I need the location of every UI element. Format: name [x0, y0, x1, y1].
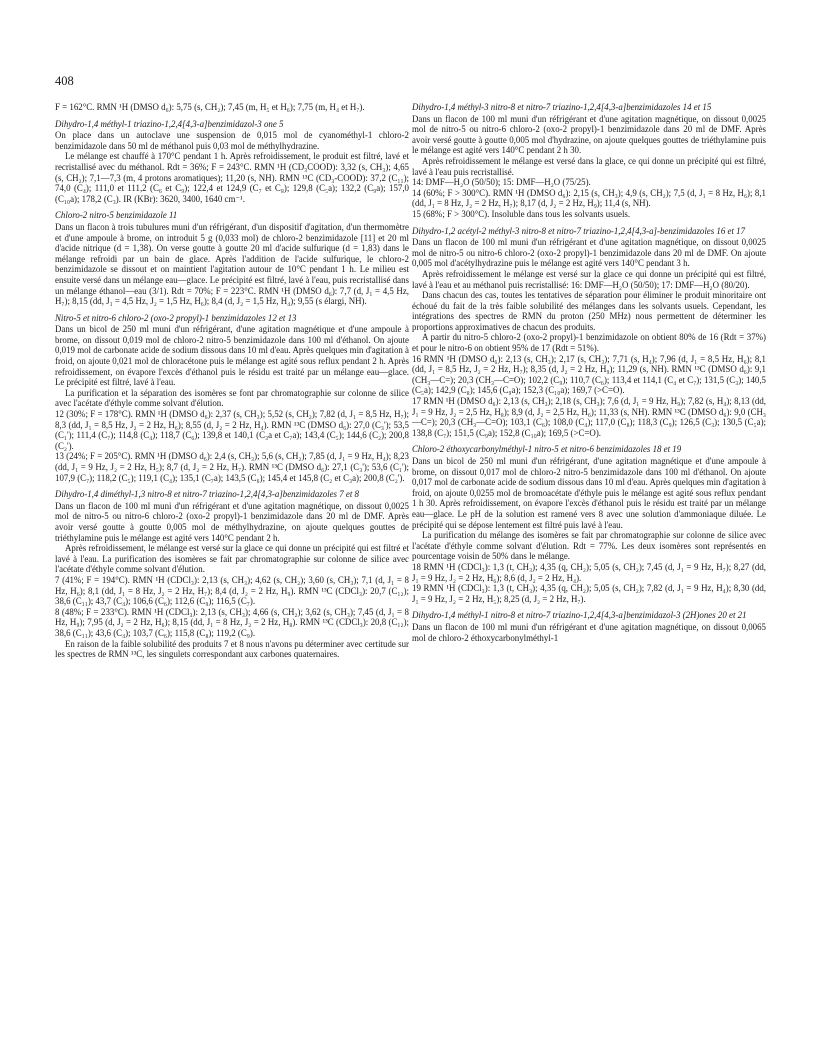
paragraph: 13 (24%; F = 205°C). RMN ¹H (DMSO d₆): 2,4 (s, CH₃); 5,6 (s, CH₂); 7,85 (d, J₁ = 9 Hz, H₄); 8,23 (dd, J₁ = 9 Hz, J₂ = 2 Hz, H₅); 8,7 (d, J₂ = 2 Hz, H₇). RMN ¹³C (DMSO d₆): 27,1 (C₃'); 53,6 (C₁'); 107,9 (C₇); 118,2 (C₅); 119,1 (C₄); 135,1 (C₇a); 143,5 (C₆); 145,4 et 145,8 (C₂ et C₃a); 200,8 (C₂').: [55, 451, 409, 483]
paragraph: Après refroidissement le mélange est versé dans la glace, ce qui donne un précipité qui est filtré, lavé à l'eau puis recristallisé.: [412, 155, 766, 177]
paragraph: 18 RMN ¹H (CDCl₃): 1,3 (t, CH₃); 4,35 (q, CH₂); 5,05 (s, CH₂); 7,45 (d, J₁ = 9 Hz, H₇); 8,27 (dd, J₁ = 9 Hz, J₂ = 2 Hz, H₆); 8,6 (d, J₂ = 2 Hz, H₄).: [412, 561, 766, 583]
paragraph: Le mélange est chauffé à 170°C pendant 1 h. Après refroidissement, le produit est filtré, lavé et recristallisé avec du méthanol. Rdt = 36%; F = 243°C. RMN ¹H (CD₃COOD): 3,32 (s, CH₃); 4,65 (s, CH₂); 7,1—7,3 (m, 4 protons aromatiques); 11,20 (s, NH). RMN ¹³C (CD₃-COOD): 37,2 (C₁₁); 74,0 (C₄); 111,0 et 111,2 (C₆ et C₉); 122,4 et 124,9 (C₇ et C₈); 129,8 (C₅a); 132,2 (C₉a); 157,0 (C₁₀a); 178,2 (C₃). IR (KBr): 3620, 3400, 1640 cm⁻¹.: [55, 151, 409, 204]
paragraph: Dans un flacon de 100 ml muni d'un réfrigérant et d'une agitation magnétique, on dissout 0,0025 mol de nitro-5 ou nitro-6 chloro-2 (oxo-2 propyl)-1 benzimidazole dans 20 ml de DMF. On ajoute 0,005 mol d'acétylhydrazine puis le mélange est agité vers 140°C pendant 3 h.: [412, 237, 766, 269]
paragraph: Après refroidissement, le mélange est versé sur la glace ce qui donne un précipité qui est filtré et lavé à l'eau. La purification des isomères se fait par chromatographie sur colonne de silice avec l'acétate d'éthyle comme solvant d'élution.: [55, 543, 409, 575]
section-heading: Dihydro-1,4 méthyl-3 nitro-8 et nitro-7 triazino-1,2,4[4,3-a]benzimidazoles 14 et 15: [412, 102, 712, 112]
section-heading: Dihydro-1,4 méthyl-1 nitro-8 et nitro-7 triazino-1,2,4[4,3-a]benzimidazol-3 (2H)ones 20 et 21: [412, 610, 747, 621]
section-heading: Dihydro-1,4 diméthyl-1,3 nitro-8 et nitro-7 triazino-1,2,4[4,3-a]benzimidazoles 7 et 8: [55, 489, 359, 500]
paragraph: 8 (48%; F = 233°C). RMN ¹H (CDCl₃): 2,13 (s, CH₃); 4,66 (s, CH₂); 3,62 (s, CH₃); 7,45 (d, J₁ = 8 Hz, H₉); 7,95 (d, J₂ = 2 Hz, H₆); 8,15 (dd, J₁ = 8 Hz, J₂ = 2 Hz, H₈). RMN ¹³C (CDCl₃): 20,8 (C₁₂); 38,6 (C₁₁); 43,6 (C₄); 103,7 (C₆); 115,8 (C₈); 119,2 (C₉).: [55, 606, 409, 638]
paragraph: 15 (68%; F > 300°C). Insoluble dans tous les solvants usuels.: [412, 208, 631, 219]
paragraph: La purification et la séparation des isomères se font par chromatographie sur colonne de silice avec l'acétate d'éthyle comme solvant d'élution.: [55, 387, 409, 409]
paragraph: A partir du nitro-5 chloro-2 (oxo-2 propyl)-1 benzimidazole on obtient 80% de 16 (Rdt = 37%) et pour le nitro-6 on obtient 95% de 17 (Rdt = 51%).: [412, 332, 766, 354]
paragraph: 7 (41%; F = 194°C). RMN ¹H (CDCl₃): 2,13 (s, CH₃); 4,62 (s, CH₂); 3,60 (s, CH₃); 7,1 (d, J₁ = 8 Hz, H₆); 8,1 (dd, J₁ = 8 Hz, J₂ = 2 Hz, H₇); 8,4 (d, J₂ = 2 Hz, H₉). RMN ¹³C (CDCl₃): 20,7 (C₁₂); 38,6 (C₁₁); 43,7 (C₄); 106,6 (C₆); 112,6 (C₉); 116,5 (C₇).: [55, 574, 409, 607]
paragraph: 19 RMN ¹H (CDCl₃): 1,3 (t, CH₃); 4,35 (q, CH₂); 5,05 (s, CH₂); 7,82 (d, J₁ = 9 Hz, H₄); 8,30 (dd, J₁ = 9 Hz, J₂ = 2 Hz, H₅); 8,25 (d, J₂ = 2 Hz, H₇).: [412, 583, 766, 604]
paragraph: Dans un flacon de 100 ml muni d'un réfrigérant et d'une agitation magnétique, on dissout 0,0065 mol de chloro-2 éthoxycarbonylméthyl-1: [412, 621, 766, 643]
paragraph: Dans un bicol de 250 ml muni d'un réfrigérant, d'une agitation magnétique et d'une ampoule à brome, on dissout 0,019 mol de chloro-2 nitro-5 benzimidazole dans 100 ml d'éthanol. On ajoute 0,019 mol de carbonate acide de sodium dissous dans 10 ml d'eau. Après quelques min d'agitation à froid, on ajoute 0,021 mol de chloracétone puis le mélange est agité sous reflux pendant 2 h. Après refroidissement, on évapore l'excès d'éthanol puis le résidu est traité par un mélange eau—glace. Le précipité est filtré, lavé à l'eau.: [55, 324, 409, 388]
section-heading: Chloro-2 éthoxycarbonylméthyl-1 nitro-5 et nitro-6 benzimidazoles 18 et 19: [412, 444, 682, 455]
paragraph: Dans un bicol de 250 ml muni d'un réfrigérant, d'une agitation magnétique et d'une ampoule à brome, on dissout 0,017 mol de chloro-2 nitro-5 benzimidazole dans 100 ml d'éthanol. On ajoute 0,017 mol de carbonate acide de sodium dissous dans 10 ml d'eau. Après quelques min d'agitation à froid, on ajoute 0,0255 mol de bromoacétate d'éthyle puis le mélange est agité sous reflux pendant 1 h 30. Après refroidissement, on évapore l'excès d'éthanol puis le résidu est traité par un mélange eau—glace. Le pH de la solution est ramené vers 8 avec une solution d'ammoniaque diluée. Le précipité qui se dépose lentement est filtré puis lavé à l'eau.: [412, 456, 766, 530]
paragraph: Après refroidissement le mélange est versé sur la glace ce qui donne un précipité qui est filtré, lavé à l'eau et au méthanol puis recristallisé: 16: DMF—H₂O (50/50); 17: DMF—H₂O (80/20).: [412, 268, 766, 290]
section-heading: Dihydro-1,4 méthyl-1 triazino-1,2,4[4,3-a]benzimidazol-3 one 5: [55, 118, 284, 129]
paragraph: 17 RMN ¹H (DMSO d₆): 2,13 (s, CH₃); 2,18 (s, CH₃); 7,6 (d, J₁ = 9 Hz, H₉); 7,82 (s, H₄); 8,13 (dd, J₁ = 9 Hz, J₂ = 2,5 Hz, H₈); 8,9 (d, J₂ = 2,5 Hz, H₆); 11,33 (s, NH). RMN ¹³C (DMSO d₆): 9,0 (CH₃—C=); 20,3 (CH₃—C=O); 103,1 (C₆); 108,0 (C₄); 117,0 (C₈); 118,3 (C₉); 126,5 (C₃); 130,5 (C₅a); 138,8 (C₇); 151,5 (C₉a); 152,8 (C₁₀a); 169,5 (>C=O).: [412, 396, 766, 438]
paragraph: On place dans un autoclave une suspension de 0,015 mol de cyanométhyl-1 chloro-2 benzimidazole dans 50 ml de méthanol puis 0,03 mol de méthylhydrazine.: [55, 130, 409, 151]
paragraph: La purification du mélange des isomères se fait par chromatographie sur colonne de silice avec l'acétate d'éthyle comme solvant d'élution. Rdt = 77%. Les deux isomères sont représentés en pourcentage voisin de 50% dans le mélange.: [412, 530, 766, 562]
paragraph: 14: DMF—H₂O (50/50); 15: DMF—H₂O (75/25).: [412, 177, 591, 188]
paragraph: Dans un flacon de 100 ml muni d'un réfrigérant et d'une agitation magnétique, on dissout 0,0025 mol de nitro-5 ou nitro-6 chloro-2 (oxo-2 propyl)-1 benzimidazole dans 20 ml de DMF. Après avoir versé goutte à goutte 0,005 mol de méthylhydrazine, on ajoute quelques gouttes de triéthylamine puis le mélange est agité vers 140°C pendant 2 h.: [55, 500, 409, 543]
paragraph: Dans un flacon de 100 ml muni d'un réfrigérant et d'une agitation magnétique, on dissout 0,0025 mol de nitro-5 ou nitro-6 chloro-2 (oxo-2 propyl)-1 benzimidazole dans 20 ml de DMF. Après avoir versé goutte à goutte 0,005 mol d'hydrazine, on ajoute quelques gouttes de triéthylamine puis le mélange est agité vers 140°C pendant 2 h 30.: [412, 113, 766, 156]
paragraph: Dans un flacon à trois tubulures muni d'un réfrigérant, d'un dispositif d'agitation, d'un thermomètre et d'une ampoule à brome, on introduit 5 g (0,033 mol) de chloro-2 benzimidazole [11] et 20 ml d'acide nitrique (d = 1,38). On verse goutte à goutte 20 ml d'acide sulfurique (d = 1,83) dans le mélange refroidi par un bain de glace. Après l'addition de l'acide sulfurique, le chloro-2 benzimidazole se dissout et on maintient l'agitation autour de 10°C pendant 1 h. Le milieu est ensuite versé dans un mélange eau—glace. Le précipité est filtré, lavé à l'eau, puis recristallisé dans un mélange éthanol—eau (3/1). Rdt = 70%; F = 223°C. RMN ¹H (DMSO d₆): 7,7 (d, J₁ = 4,5 Hz, H₇); 8,15 (dd, J₁ = 4,5 Hz, J₂ = 1,5 Hz, H₆); 8,4 (d, J₂ = 1,5 Hz, H₄); 9,55 (s élargi, NH).: [55, 221, 409, 307]
paragraph: F = 162°C. RMN ¹H (DMSO d₆): 5,75 (s, CH₂); 7,45 (m, H₅ et H₆); 7,75 (m, H₄ et H₇).: [55, 102, 365, 112]
paragraph: En raison de la faible solubilité des produits 7 et 8 nous n'avons pu déterminer avec certitude sur les spectres de RMN ¹³C, les singulets correspondant aux carbones quaternaires.: [55, 638, 409, 660]
right-column: [412, 102, 766, 643]
section-heading: Nitro-5 et nitro-6 chloro-2 (oxo-2 propyl)-1 benzimidazoles 12 et 13: [55, 312, 297, 323]
section-heading: Dihydro-1,2 acétyl-2 méthyl-3 nitro-8 et nitro-7 triazino-1,2,4[4,3-a]-benzimidazoles 16 et 17: [412, 225, 746, 236]
paragraph: Dans chacun des cas, toutes les tentatives de séparation pour éliminer le produit minoritaire ont échoué du fait de la très faible solubilité des mélanges dans les solvants usuels. Cependant, les intégrations des spectres de RMN du proton (250 MHz) nous permettent de déterminer les proportions approximatives de chacun des produits.: [412, 290, 766, 332]
left-column: [55, 102, 409, 660]
paragraph: 12 (30%; F = 178°C). RMN ¹H (DMSO d₆): 2,37 (s, CH₃); 5,52 (s, CH₂); 7,82 (d, J₁ = 8,5 Hz, H₇); 8,3 (dd, J₁ = 8,5 Hz, J₂ = 2 Hz, H₆); 8,55 (d, J₂ = 2 Hz, H₄). RMN ¹³C (DMSO d₆): 27,0 (C₃'); 53,5 (C₁'); 111,4 (C₇); 114,8 (C₄); 118,7 (C₆); 139,8 et 140,1 (C₃a et C₇a); 143,4 (C₅); 144,6 (C₂); 200,8 (C₂').: [55, 409, 409, 451]
section-heading: Chloro-2 nitro-5 benzimidazole 11: [55, 210, 178, 221]
paragraph: 14 (60%; F > 300°C). RMN ¹H (DMSO d₆): 2,15 (s, CH₃); 4,9 (s, CH₂); 7,5 (d, J₁ = 8 Hz, H₆); 8,1 (dd, J₁ = 8 Hz, J₂ = 2 Hz, H₇); 8,17 (d, J₂ = 2 Hz, H₉); 11,4 (s, NH).: [412, 187, 766, 209]
paragraph: 16 RMN ¹H (DMSO d₆): 2,13 (s, CH₃); 2,17 (s, CH₃); 7,71 (s, H₄); 7,96 (d, J₁ = 8,5 Hz, H₆); 8,1 (dd, J₁ = 8,5 Hz, J₂ = 2 Hz, H₇); 8,35 (d, J₂ = 2 Hz, H₉); 11,29 (s, NH). RMN ¹³C (DMSO d₆): 9,1 (CH₃—C=); 20,3 (CH₃—C=O); 102,2 (C₉); 110,7 (C₆); 113,4 et 114,1 (C₄ et C₇); 131,5 (C₃); 140,5 (C₅a); 142,9 (C₈); 145,6 (C₉a); 152,3 (C₁₀a); 169,7 (>C=O).: [412, 353, 766, 396]
page-number: 408: [55, 74, 74, 88]
